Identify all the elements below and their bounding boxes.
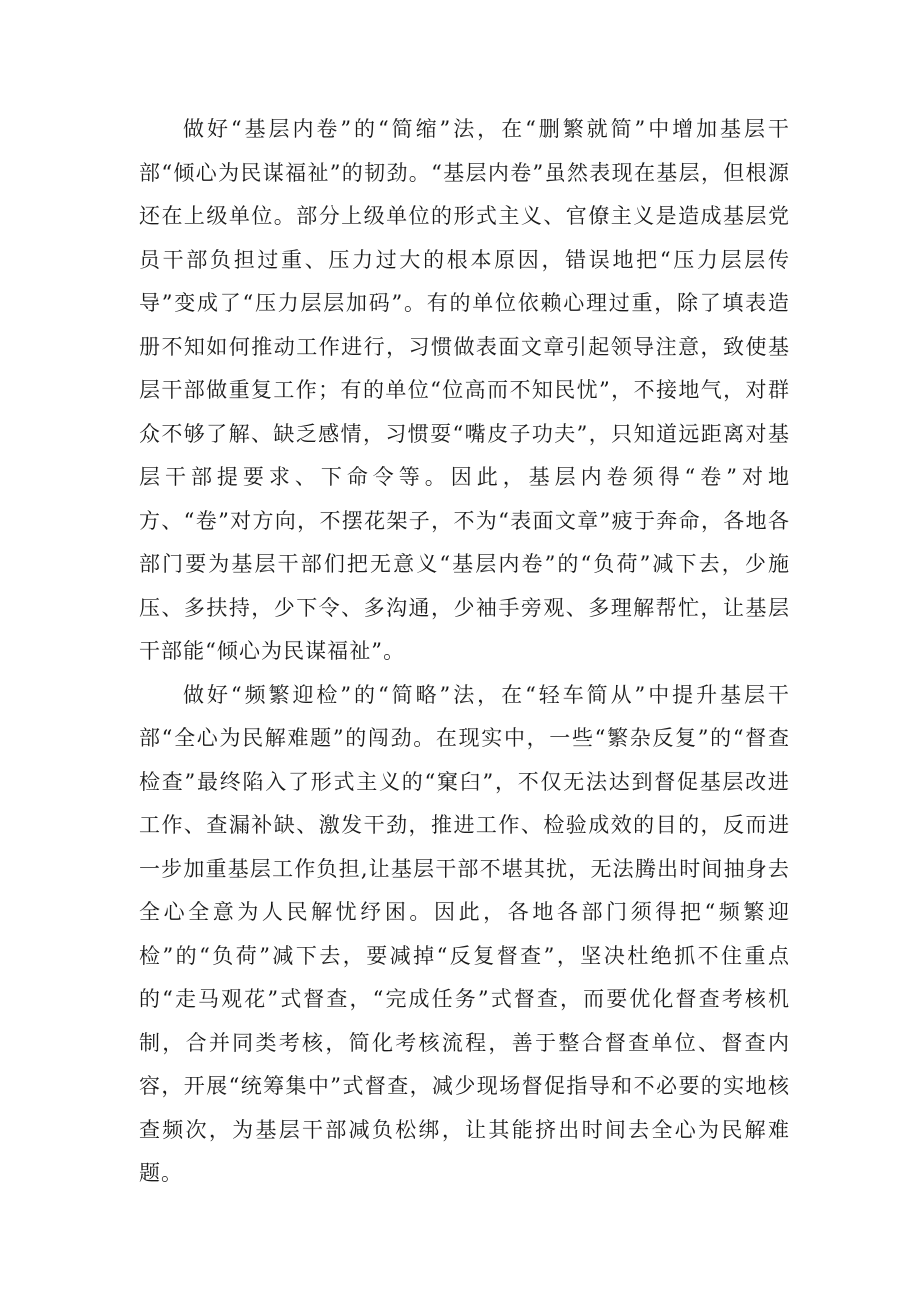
body-text bbox=[139, 108, 790, 1196]
paragraph-1: 做好“基层内卷”的“简缩”法，在“删繁就简”中增加基层干部“倾心为民谋福祉”的韧劲。“基层内卷”虽然表现在基层，但根源还在上级单位。部分上级单位的形式主义、官僚主义是造成基层党员干部负担过重、压力过大的根本原因，错误地把“压力层层传导”变成了“压力层层加码”。有的单位依赖心理过重，除了填表造册不知如何推动工作进行，习惯做表面文章引起领导注意，致使基层干部做重复工作；有的单位“位高而不知民忧”，不接地气，对群众不够了解、缺乏感情，习惯耍“嘴皮子功夫”，只知道远距离对基层干部提要求、下命令等。因此，基层内卷须得“卷”对地方、“卷”对方向，不摆花架子，不为“表面文章”疲于奔命，各地各部门要为基层干部们把无意义“基层内卷”的“负荷”减下去，少施压、多扶持，少下令、多沟通，少袖手旁观、多理解帮忙，让基层干部能“倾心为民谋福祉”。 bbox=[139, 117, 790, 663]
paragraph-2: 做好“频繁迎检”的“简略”法，在“轻车简从”中提升基层干部“全心为民解难题”的闯劲。在现实中，一些“繁杂反复”的“督查检查”最终陷入了形式主义的“窠臼”，不仅无法达到督促基层改进工作、查漏补缺、激发干劲，推进工作、检验成效的目的，反而进一步加重基层工作负担,让基层干部不堪其扰，无法腾出时间抽身去全心全意为人民解忧纾困。因此，各地各部门须得把“频繁迎检”的“负荷”减下去，要减掉“反复督查”，坚决杜绝抓不住重点的“走马观花”式督查，“完成任务”式督查，而要优化督查考核机制，合并同类考核，简化考核流程，善于整合督查单位、督查内容，开展“统筹集中”式督查，减少现场督促指导和不必要的实地核查频次，为基层干部减负松绑，让其能挤出时间去全心为民解难题。 bbox=[139, 682, 790, 1185]
